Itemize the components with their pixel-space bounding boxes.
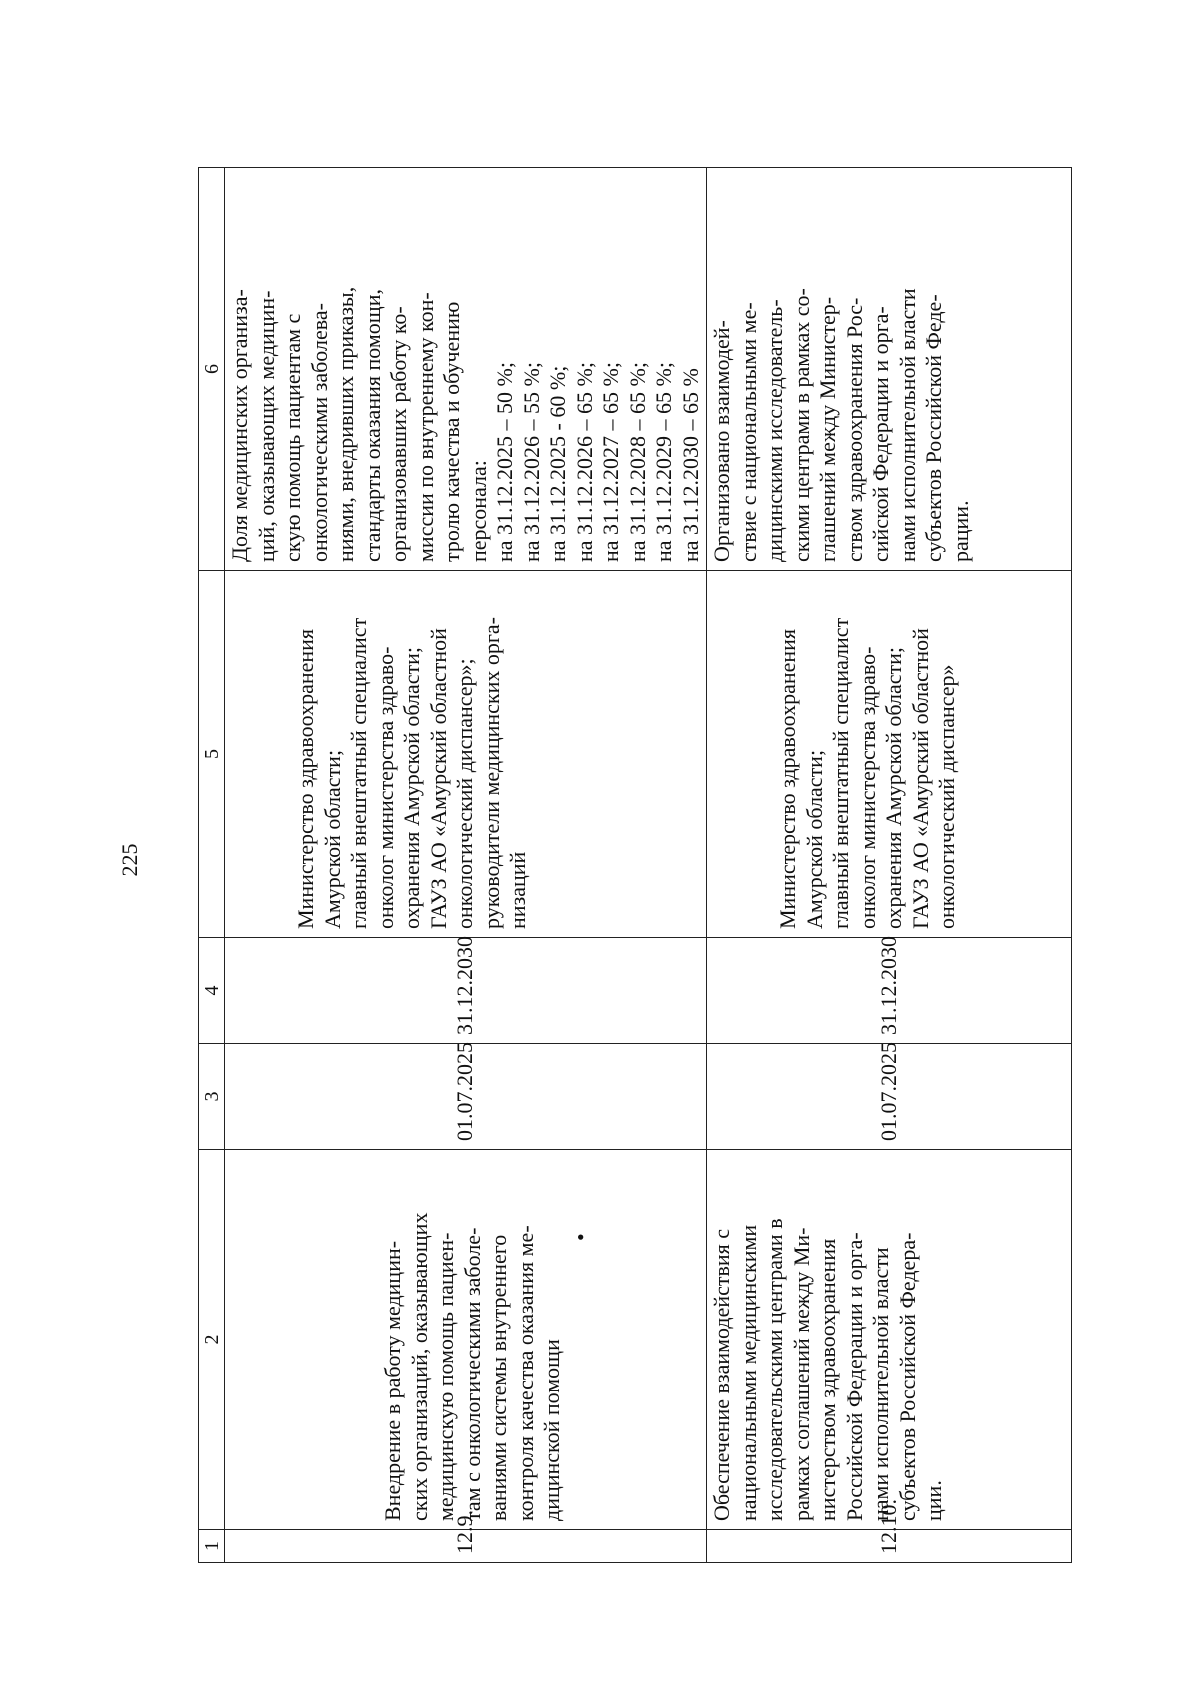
header-cell-6: 6 <box>199 168 225 571</box>
result-line: онкологическими заболева- <box>306 303 332 562</box>
responsible-line: онкологический диспансер»; <box>452 658 477 929</box>
result-line: на 31.12.2028 – 65 %; <box>624 362 650 562</box>
result-line: глашений между Министер- <box>815 296 840 562</box>
result-line: рации. <box>947 500 973 562</box>
result-line: сийской Федерации и орга- <box>868 306 893 562</box>
task-line: национальными медицинскими <box>735 1224 761 1521</box>
result-line: ций, оказывающих медицин- <box>253 290 279 562</box>
scan-dot: • <box>567 1233 593 1241</box>
responsible-line: Министерство здравоохранения <box>293 628 318 929</box>
result-line: ствие с национальными ме- <box>735 302 761 562</box>
result-cell <box>225 168 707 571</box>
task-line: медицинскую помощь пациен- <box>433 1232 458 1521</box>
header-cell-4: 4 <box>199 938 225 1044</box>
task-line: дицинской помощи <box>539 1339 564 1521</box>
task-line: Обеспечение взаимодействия с <box>709 1228 734 1521</box>
header-cell-2: 2 <box>199 1150 225 1530</box>
responsible-line: руководители медицинских орга- <box>478 616 504 929</box>
header-cell-3: 3 <box>199 1044 225 1150</box>
responsible-cell <box>707 571 1072 938</box>
result-line: стандарты оказания помощи, <box>359 289 385 562</box>
result-cell <box>707 168 1072 571</box>
page-number: 225 <box>117 843 142 877</box>
row-number: 12.10. <box>707 1530 1072 1563</box>
rotated-table-container <box>198 168 973 1563</box>
result-line: на 31.12.2026 – 65 %; <box>571 362 597 562</box>
start-date: 01.07.2025 <box>707 1044 1072 1150</box>
task-line: нами исполнительной власти <box>868 1247 893 1521</box>
result-line: на 31.12.2025 - 60 %; <box>545 365 570 562</box>
task-cell <box>225 1150 707 1530</box>
task-line: Российской Федерации и орга- <box>841 1232 867 1521</box>
result-line: Организовано взаимодей- <box>709 320 734 562</box>
plan-table <box>198 167 1072 1563</box>
task-line: ских организаций, оказывающих <box>406 1212 432 1521</box>
result-line: тролю качества и обучению <box>439 301 464 562</box>
task-line: Внедрение в работу медицин- <box>380 1240 405 1521</box>
result-line: миссии по внутреннему кон- <box>412 292 438 562</box>
result-line: на 31.12.2029 – 65 %; <box>651 362 676 562</box>
result-line: скую помощь пациентам с <box>280 313 305 562</box>
result-line: организовавших работу ко- <box>386 306 411 562</box>
responsible-line: Амурской области; <box>801 749 827 929</box>
header-cell-1: 1 <box>199 1530 225 1563</box>
responsible-line: ГАУЗ АО «Амурский областной <box>425 628 451 929</box>
responsible-line: Министерство здравоохранения <box>775 628 800 929</box>
responsible-cell <box>225 571 707 938</box>
task-line: рамках соглашений между Ми- <box>788 1227 814 1521</box>
result-line: на 31.12.2025 – 50 %; <box>492 362 517 562</box>
result-line: Доля медицинских организа- <box>227 289 252 562</box>
end-date: 31.12.2030 <box>225 938 707 1044</box>
responsible-line: низаций <box>505 851 530 929</box>
task-line: там с онкологическими заболе- <box>459 1227 485 1521</box>
result-line: нами исполнительной власти <box>894 288 920 562</box>
header-row <box>199 168 225 1563</box>
start-date: 01.07.2025 <box>225 1044 707 1150</box>
header-cell-5: 5 <box>199 571 225 938</box>
result-line: на 31.12.2027 – 65 %; <box>598 362 623 562</box>
task-line: ваниями системы внутреннего <box>486 1234 511 1521</box>
task-line: исследовательскими центрами в <box>762 1218 787 1521</box>
responsible-line: онколог министерства здраво- <box>854 646 880 929</box>
result-line: скими центрами в рамках со- <box>788 288 814 562</box>
result-line: субъектов Российской Феде- <box>921 294 946 562</box>
result-line: ством здравоохранения Рос- <box>841 297 867 562</box>
responsible-line: ГАУЗ АО «Амурский областной <box>907 628 933 929</box>
task-line: субъектов Российской Федера- <box>894 1232 920 1521</box>
result-line: на 31.12.2030 – 65 % <box>677 368 703 562</box>
task-cell <box>707 1150 1072 1530</box>
task-line: ции. <box>921 1480 946 1521</box>
responsible-line: охранения Амурской области; <box>881 647 906 929</box>
task-line: нистерством здравоохранения <box>815 1238 840 1521</box>
responsible-line: главный внештатный специалист <box>346 617 371 929</box>
table-row <box>225 168 707 1563</box>
responsible-line: онколог министерства здраво- <box>372 646 398 929</box>
table-row <box>707 168 1072 1563</box>
result-line: ниями, внедривших приказы, <box>333 286 358 562</box>
result-line: персонала: <box>465 460 491 562</box>
responsible-line: главный внештатный специалист <box>828 617 853 929</box>
result-line: дицинскими исследователь- <box>762 299 787 562</box>
responsible-line: онкологический диспансер» <box>934 664 959 929</box>
responsible-line: охранения Амурской области; <box>399 647 424 929</box>
end-date: 31.12.2030 <box>707 938 1072 1044</box>
responsible-line: Амурской области; <box>319 749 345 929</box>
task-line: контроля качества оказания ме- <box>512 1225 538 1521</box>
result-line: на 31.12.2026 – 55 %; <box>518 362 544 562</box>
row-number: 12.9. <box>225 1530 707 1563</box>
